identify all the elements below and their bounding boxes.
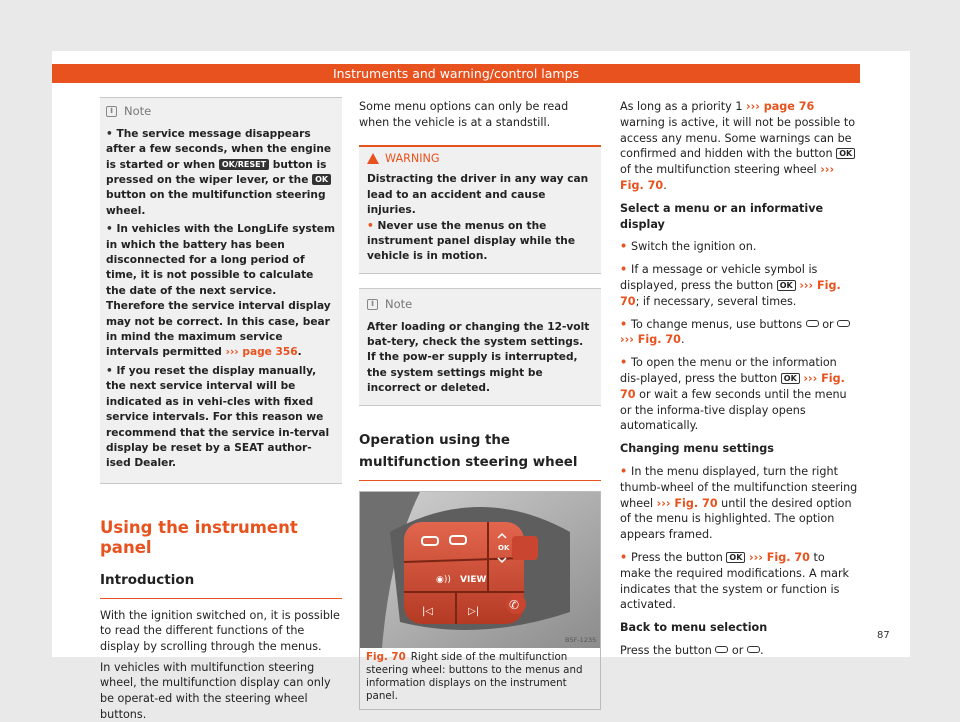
intro-paragraph-1: With the ignition switched on, it is possible to read the different functions of the display by scrolling through the menus.: [100, 608, 340, 653]
svg-text:|◁: |◁: [422, 605, 434, 617]
note-heading: i Note: [359, 297, 601, 313]
back-paragraph: Press the button or .: [620, 643, 764, 657]
standstill-paragraph: Some menu options can only be read when the vehicle is at a standstill.: [359, 100, 569, 129]
warning-box: [359, 145, 601, 274]
warning-triangle-icon: [367, 153, 379, 164]
steering-wheel-illustration: [360, 492, 600, 648]
back-to-menu-heading: Back to menu selection: [620, 621, 768, 635]
svg-text:VIEW: VIEW: [460, 574, 487, 585]
page-number: 87: [877, 630, 890, 641]
note-heading: [106, 104, 336, 120]
step-item: • If a message or vehicle symbol is displayed, press the button OK ››› Fig. 70; if necessary, several times.: [620, 263, 841, 308]
step-item: • To change menus, use buttons or ››› Fig. 70.: [620, 317, 858, 349]
figure-reference-link[interactable]: ››› Fig. 70: [620, 333, 681, 347]
svg-text:▷|: ▷|: [468, 605, 480, 617]
ok-button-icon: OK: [312, 174, 331, 185]
priority-paragraph: As long as a priority 1 ››› page 76 warning is active, it will not be possible to access any menu. Some warnings can be confirmed and hidden with the button OK of the multifunction steering wheel ››› Fig. 70.: [620, 100, 856, 192]
warning-text: Distracting the driver in any way can lead to an accident and cause injuries.: [367, 173, 589, 217]
figure-reference-link[interactable]: ››› Fig. 70: [656, 496, 718, 510]
figure-caption: Fig. 70 Right side of the multifunction steering wheel: buttons to the menus and information displays on the instrument panel.: [366, 650, 583, 703]
step-item: • Switch the ignition on.: [620, 240, 757, 254]
page-header: Instruments and warning/control lamps: [52, 64, 860, 83]
steering-wheel-image: [360, 492, 600, 648]
figure-reference-link[interactable]: ››› Fig. 70: [620, 163, 835, 192]
changing-settings-heading: Changing menu settings: [620, 442, 774, 456]
operation-section-title: Operation using the multifunction steering wheel: [359, 430, 601, 481]
ok-reset-button-icon: OK/RESET: [219, 159, 269, 170]
ok-button-icon: OK: [781, 373, 800, 384]
section-subtitle: Introduction: [100, 573, 342, 599]
svg-text:OK: OK: [498, 543, 510, 552]
intro-paragraph-2: In vehicles with multifunction steering wheel, the multifunction display can only be operat-ed with the steering wheel buttons.: [100, 660, 331, 721]
column-1: [100, 97, 342, 722]
figure-reference-link[interactable]: ››› Fig. 70: [620, 371, 845, 401]
column-3: [620, 99, 858, 666]
note-box-2: [359, 288, 601, 406]
figure-70: [359, 491, 601, 711]
svg-text:✆: ✆: [509, 597, 520, 612]
ok-button-icon: OK: [726, 552, 745, 563]
ok-button-icon: OK: [777, 280, 796, 291]
step-item: • To open the menu or the information dis-played, press the button OK ››› Fig. 70 or wait a few seconds until the menu or the informa-tive display opens automatically.: [620, 356, 847, 433]
page-reference-link[interactable]: ››› page 76: [746, 100, 815, 113]
svg-text:B5F-1235: B5F-1235: [565, 635, 597, 644]
left-button-icon: [806, 320, 819, 327]
note-heading-text: Note: [124, 104, 152, 118]
right-button-icon: [837, 320, 850, 327]
figure-reference-link[interactable]: ››› Fig. 70: [748, 550, 810, 564]
note-text: After loading or changing the 12-volt bat-tery, check the system settings. If the pow-er supply is interrupted, the system settings might be incorrect or deleted.: [367, 320, 590, 395]
section-title: Using the instrument panel: [100, 517, 298, 557]
info-icon: i: [367, 299, 378, 310]
select-menu-heading: Select a menu or an informative display: [620, 201, 824, 231]
warning-bullet: • Never use the menus on the instrument panel display while the vehicle is in motion.: [367, 219, 576, 263]
right-button-icon: [747, 646, 760, 653]
note-item: • The service message disappears after a few seconds, when the engine is started or when OK/RESET button is pressed on the wiper lever, or the OK button on the multifunction steering wheel.: [106, 127, 332, 217]
column-2: [359, 99, 601, 710]
left-button-icon: [715, 646, 728, 653]
note-item: • If you reset the display manually, the next service interval will be indicated as in vehi-cles with fixed service intervals. For this reason we recommend that the service in-terval display be reset by a SEAT author-ised Dealer.: [106, 364, 330, 470]
ok-button-icon: OK: [836, 148, 855, 159]
figure-reference-link[interactable]: ››› Fig. 70: [620, 278, 841, 308]
svg-text:◉)): ◉)): [436, 574, 451, 585]
step-item: • Press the button OK ››› Fig. 70 to make the required modifications. A mark indicates that the system or function is activated.: [620, 550, 850, 612]
warning-heading: WARNING: [359, 147, 601, 173]
step-item: • In the menu displayed, turn the right thumb-wheel of the multifunction steering wheel ››› Fig. 70 until the desired option of the menu is highlighted. The option appears framed.: [620, 464, 858, 542]
info-icon: i: [106, 106, 117, 117]
page-reference-link[interactable]: ››› page 356: [225, 346, 298, 359]
note-item: • In vehicles with the LongLife system in which the battery has been disconnected for a long period of time, it is not possible to calculate the date of the next service. Therefore the service interval display may not be correct. In this case, bear in mind the maximum service intervals permitted ››› page 356.: [106, 223, 336, 359]
note-box: [100, 97, 342, 484]
